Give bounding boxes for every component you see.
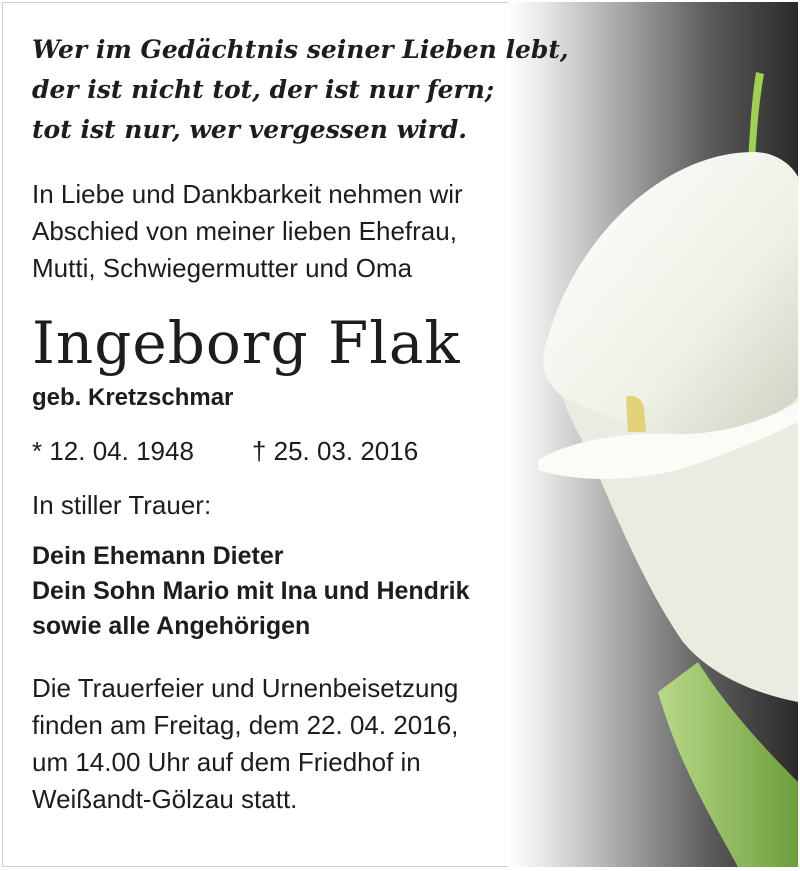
memorial-quote [32,30,592,150]
quote-line: Wer im Gedächtnis seiner Lieben lebt, [32,35,569,64]
service-line: Die Trauerfeier und Urnenbeisetzung [32,673,459,703]
intro-line: Abschied von meiner lieben Ehefrau, [32,216,457,246]
mourner-line: Dein Sohn Mario mit Ina und Hendrik [32,577,470,605]
obituary-notice [2,2,798,867]
quote-line: tot ist nur, wer vergessen wird. [32,115,468,144]
life-dates [32,433,592,469]
quote-line: der ist nicht tot, der ist nur fern; [32,75,495,104]
service-line: Weißandt-Gölzau statt. [32,784,298,814]
service-line: finden am Freitag, dem 22. 04. 2016, [32,710,459,740]
notice-text [32,30,592,818]
mourner-line: sowie alle Angehörigen [32,612,311,640]
birth-date: * 12. 04. 1948 [32,436,194,466]
mourning-heading: In stiller Trauer: [32,490,212,520]
service-line: um 14.00 Uhr auf dem Friedhof in [32,747,421,777]
maiden-name: geb. Kretzschmar [32,384,234,411]
farewell-intro [32,176,592,287]
deceased-name: Ingeborg Flak [32,309,461,377]
death-date: † 25. 03. 2016 [251,436,419,466]
mourners-list [32,539,592,644]
service-details [32,670,592,818]
intro-line: In Liebe und Dankbarkeit nehmen wir [32,179,463,209]
mourner-line: Dein Ehemann Dieter [32,542,284,570]
intro-line: Mutti, Schwiegermutter und Oma [32,253,413,283]
